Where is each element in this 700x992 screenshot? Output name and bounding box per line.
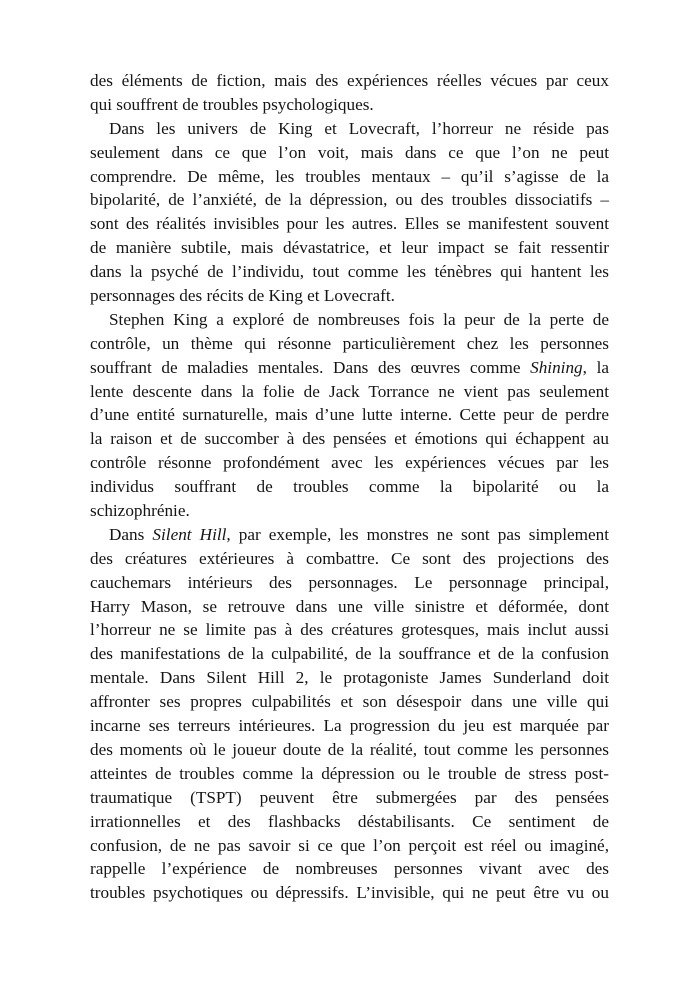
text-line	[90, 857, 609, 881]
text-run: incarne ses terreurs intérieures. La progression du jeu est marquée par	[90, 716, 609, 736]
text-line	[90, 810, 609, 834]
text-line	[90, 69, 609, 93]
text-run: affronter ses propres culpabilités et son désespoir dans une ville qui	[90, 692, 609, 712]
text-line	[90, 881, 609, 905]
page-text	[90, 69, 609, 905]
text-run: cauchemars intérieurs des personnages. Le personnage principal,	[90, 572, 609, 592]
text-line	[90, 308, 609, 332]
text-run: traumatique (TSPT) peuvent être submergées par des pensées	[90, 787, 609, 807]
text-run: , la	[582, 357, 609, 377]
text-line	[90, 690, 609, 714]
paragraph	[90, 523, 609, 905]
text-line	[90, 332, 609, 356]
italic-title: Silent Hill	[152, 524, 227, 544]
text-line	[90, 403, 609, 427]
text-run: des moments où le joueur doute de la réalité, tout comme les personnes	[90, 739, 609, 759]
text-run: Stephen King a exploré de nombreuses fois la peur de la perte de	[109, 309, 609, 329]
paragraph	[90, 117, 609, 308]
text-line	[90, 284, 609, 308]
text-run: des éléments de fiction, mais des expériences réelles vécues par ceux	[90, 71, 609, 90]
text-run: d’une entité surnaturelle, mais d’une lutte interne. Cette peur de perdre	[90, 405, 609, 425]
text-run: des manifestations de la culpabilité, de la souffrance et de la confusion	[90, 644, 609, 664]
text-line	[90, 595, 609, 619]
text-run: contrôle résonne profondément avec les expériences vécues par les	[90, 453, 609, 473]
text-run: la raison et de succomber à des pensées et émotions qui échappent au	[90, 429, 609, 449]
text-run: Dans les univers de King et Lovecraft, l’horreur ne réside pas	[109, 118, 609, 138]
text-run: qui souffrent de troubles psychologiques.	[90, 94, 374, 114]
text-run: l’horreur ne se limite pas à des créatures grotesques, mais inclut aussi	[90, 620, 609, 640]
text-line	[90, 165, 609, 189]
text-run: Harry Mason, se retrouve dans une ville sinistre et déformée, dont	[90, 596, 609, 616]
text-run: seulement dans ce que l’on voit, mais dans ce que l’on ne peut	[90, 142, 609, 162]
text-line	[90, 762, 609, 786]
text-run: Dans	[109, 524, 153, 544]
text-line	[90, 666, 609, 690]
text-line	[90, 523, 609, 547]
text-line	[90, 714, 609, 738]
text-line	[90, 93, 609, 117]
text-line	[90, 475, 609, 499]
text-run: dans la psyché de l’individu, tout comme les ténèbres qui hantent les	[90, 262, 609, 282]
text-run: troubles psychotiques ou dépressifs. L’invisible, qui ne peut être vu ou	[90, 883, 609, 903]
text-line	[90, 451, 609, 475]
text-line	[90, 786, 609, 810]
text-line	[90, 212, 609, 236]
text-run: , par exemple, les monstres ne sont pas simplement	[226, 524, 609, 544]
paragraph	[90, 69, 609, 117]
text-run: sont des réalités invisibles pour les autres. Elles se manifestent souvent	[90, 214, 609, 234]
text-line	[90, 834, 609, 858]
text-line	[90, 427, 609, 451]
text-line	[90, 188, 609, 212]
text-run: souffrant de maladies mentales. Dans des œuvres comme	[90, 357, 531, 377]
text-run: de manière subtile, mais dévastatrice, et leur impact se fait ressentir	[90, 238, 609, 258]
text-run: bipolarité, de l’anxiété, de la dépression, ou des troubles dissociatifs –	[90, 190, 609, 210]
text-run: personnages des récits de King et Lovecraft.	[90, 286, 395, 306]
text-run: atteintes de troubles comme la dépression ou le trouble de stress post-	[90, 763, 609, 783]
paragraph	[90, 308, 609, 523]
text-line	[90, 260, 609, 284]
text-run: des créatures extérieures à combattre. Ce sont des projections des	[90, 548, 609, 568]
text-run: contrôle, un thème qui résonne particulièrement chez les personnes	[90, 333, 609, 353]
text-line	[90, 141, 609, 165]
text-line	[90, 356, 609, 380]
text-run: schizophrénie.	[90, 501, 190, 521]
text-run: individus souffrant de troubles comme la bipolarité ou la	[90, 477, 609, 497]
text-run: confusion, de ne pas savoir si ce que l’on perçoit est réel ou imaginé,	[90, 835, 609, 855]
text-run: mentale. Dans Silent Hill 2, le protagoniste James Sunderland doit	[90, 668, 609, 688]
text-run: irrationnelles et des flashbacks déstabilisants. Ce sentiment de	[90, 811, 609, 831]
text-line	[90, 547, 609, 571]
text-line	[90, 380, 609, 404]
text-line	[90, 642, 609, 666]
text-run: lente descente dans la folie de Jack Torrance ne vient pas seulement	[90, 381, 609, 401]
text-line	[90, 117, 609, 141]
text-line	[90, 738, 609, 762]
text-line	[90, 618, 609, 642]
text-line	[90, 571, 609, 595]
text-run: rappelle l’expérience de nombreuses personnes vivant avec des	[90, 859, 609, 879]
text-line	[90, 236, 609, 260]
text-line	[90, 499, 609, 523]
text-run: comprendre. De même, les troubles mentaux – qu’il s’agisse de la	[90, 166, 609, 186]
italic-title: Shining	[530, 357, 583, 377]
